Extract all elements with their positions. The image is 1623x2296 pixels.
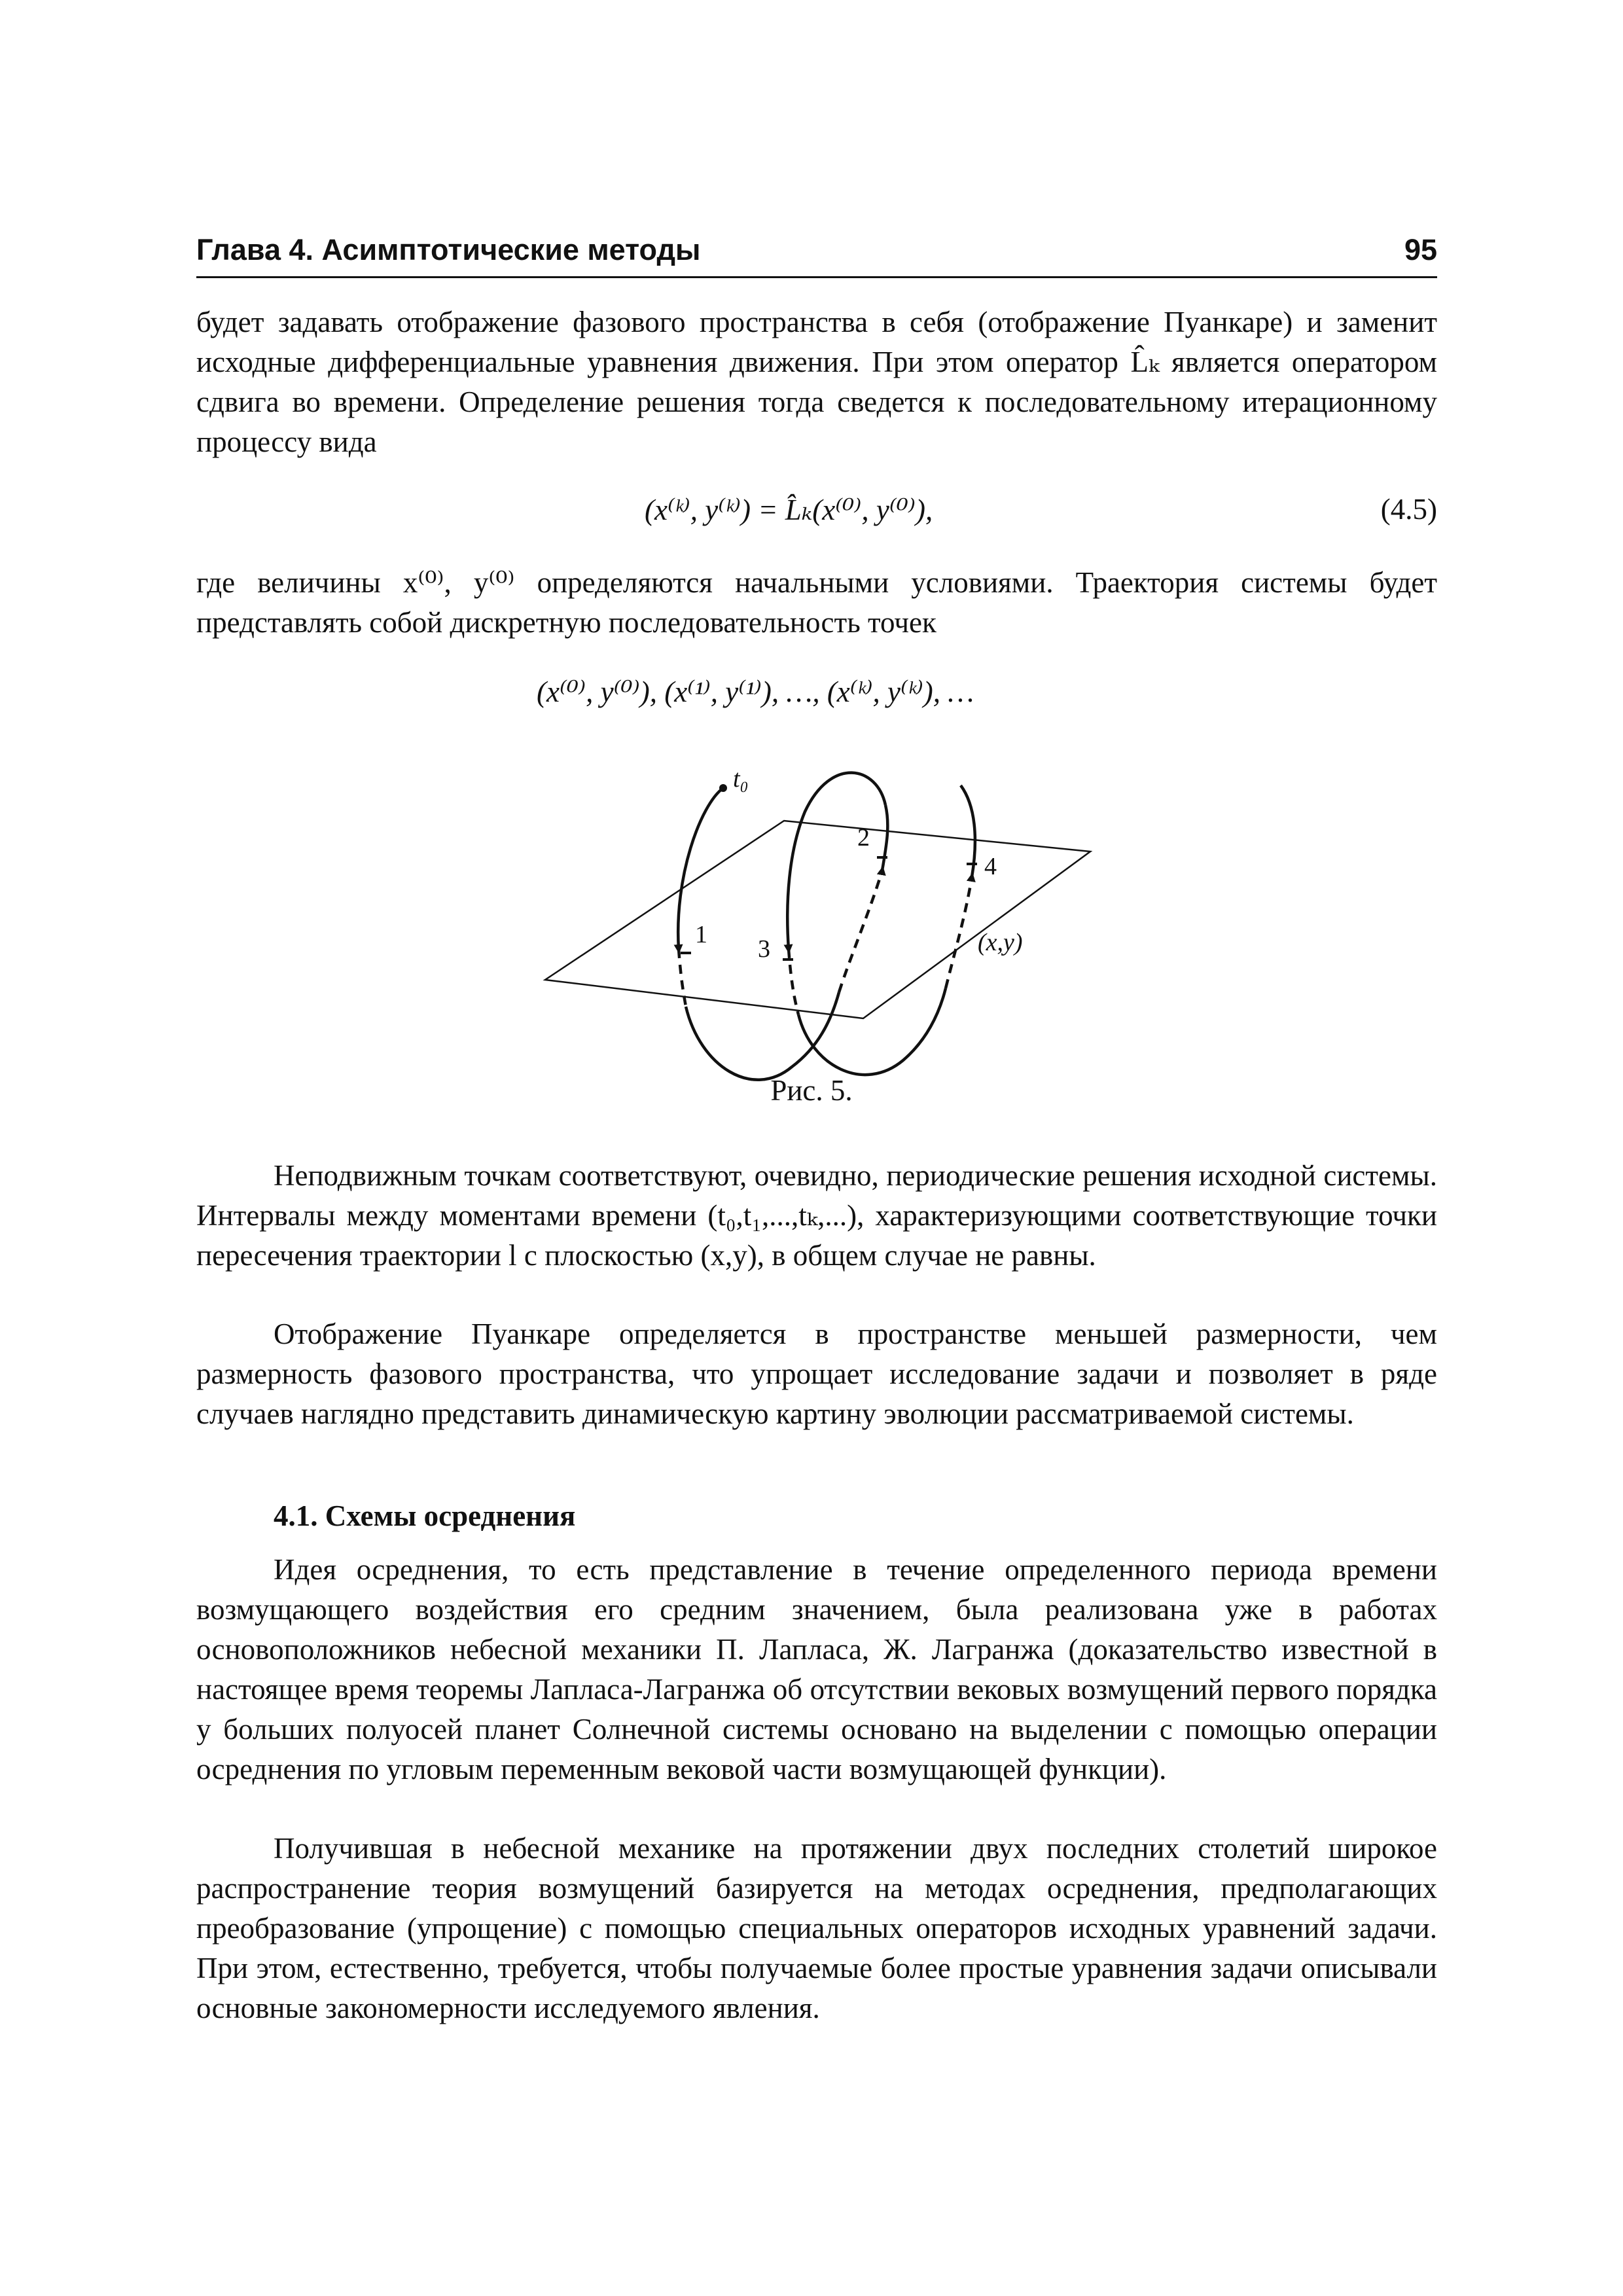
start-point: [719, 784, 727, 792]
section-heading: 4.1. Схемы осреднения: [274, 1499, 576, 1532]
trajectory-segment: [798, 988, 946, 1075]
page-number: 95: [1404, 233, 1437, 266]
section-plane: [545, 821, 1090, 1018]
start-label: t₀: [733, 765, 749, 793]
trajectory-segment: [882, 805, 887, 870]
point-label-2: 2: [857, 824, 870, 852]
trajectory-segment: [946, 877, 972, 988]
trajectory-segment: [787, 773, 885, 949]
paragraph-1: будет задавать отображение фазового пространства в себя (отображение Пуанкаре) и заменит исходные дифференциальные уравнения движения. При этом оператор L̂ₖ является оператором сдвига во времени. Определение решения тогда сведется к последовательному итерационному процессу вида: [196, 306, 1437, 458]
paragraph-6: Получившая в небесной механике на протяжении двух последних столетий широкое распространение теория возмущений базируется на методах осреднения, предполагающих преобразование (упрощение) с помощью специальных операторов исходных уравнений задачи. При этом, естественно, требуется, чтобы получаемые более простые уравнения задачи описывали основные закономерности исследуемого явления.: [196, 1832, 1437, 2024]
paragraph-4: Отображение Пуанкаре определяется в пространстве меньшей размерности, чем размерность фазового пространства, что упрощает исследование задачи и позволяет в ряде случаев наглядно представить динамическую картину эволюции рассматриваемой системы.: [196, 1318, 1437, 1430]
point-label-1: 1: [695, 921, 707, 948]
figure-caption: Рис. 5.: [770, 1074, 853, 1107]
trajectory-segment: [839, 870, 882, 992]
trajectory-segment: [679, 949, 686, 1007]
paragraph-5: Идея осреднения, то есть представление в течение определенного периода времени возмущающего воздействия его средним значением, была реализована уже в работах основоположников небесной механики П. Лапласа, Ж. Лагранжа (доказательство известной в настоящее время теоремы Лапласа-Лагранжа об отсутствии вековых возмущений первого порядка у больших полуосей планет Солнечной системы основано на выделении с помощью операции осреднения по угловым переменным вековой части возмущающей функции).: [196, 1553, 1437, 1785]
poincare-section-figure: [524, 759, 1126, 1126]
point-sequence: (x⁽⁰⁾, y⁽⁰⁾), (x⁽¹⁾, y⁽¹⁾), …, (x⁽ᵏ⁾, y⁽ᵏ⁾), …: [537, 675, 974, 708]
paragraph-3: Неподвижным точкам соответствуют, очевидно, периодические решения исходной системы. Интервалы между моментами времени (t₀,t₁,...,tₖ,...), характеризующими соответствующие точки пересечения траектории l с плоскостью (x,y), в общем случае не равны.: [196, 1159, 1437, 1272]
header-rule: [196, 276, 1437, 278]
point-label-4: 4: [984, 853, 997, 880]
chapter-title: Глава 4. Асимптотические методы: [196, 233, 701, 266]
equation-number: (4.5): [1380, 493, 1437, 526]
running-header: [196, 230, 1437, 278]
point-label-3: 3: [758, 935, 770, 963]
equation-4-5: (x⁽ᵏ⁾, y⁽ᵏ⁾) = L̂ₖ(x⁽⁰⁾, y⁽⁰⁾),: [645, 493, 933, 526]
paragraph-2: где величины x⁽⁰⁾, y⁽⁰⁾ определяются начальными условиями. Траектория системы будет представлять собой дискретную последовательность точек: [196, 566, 1437, 639]
plane-label: (x,y): [978, 929, 1023, 956]
